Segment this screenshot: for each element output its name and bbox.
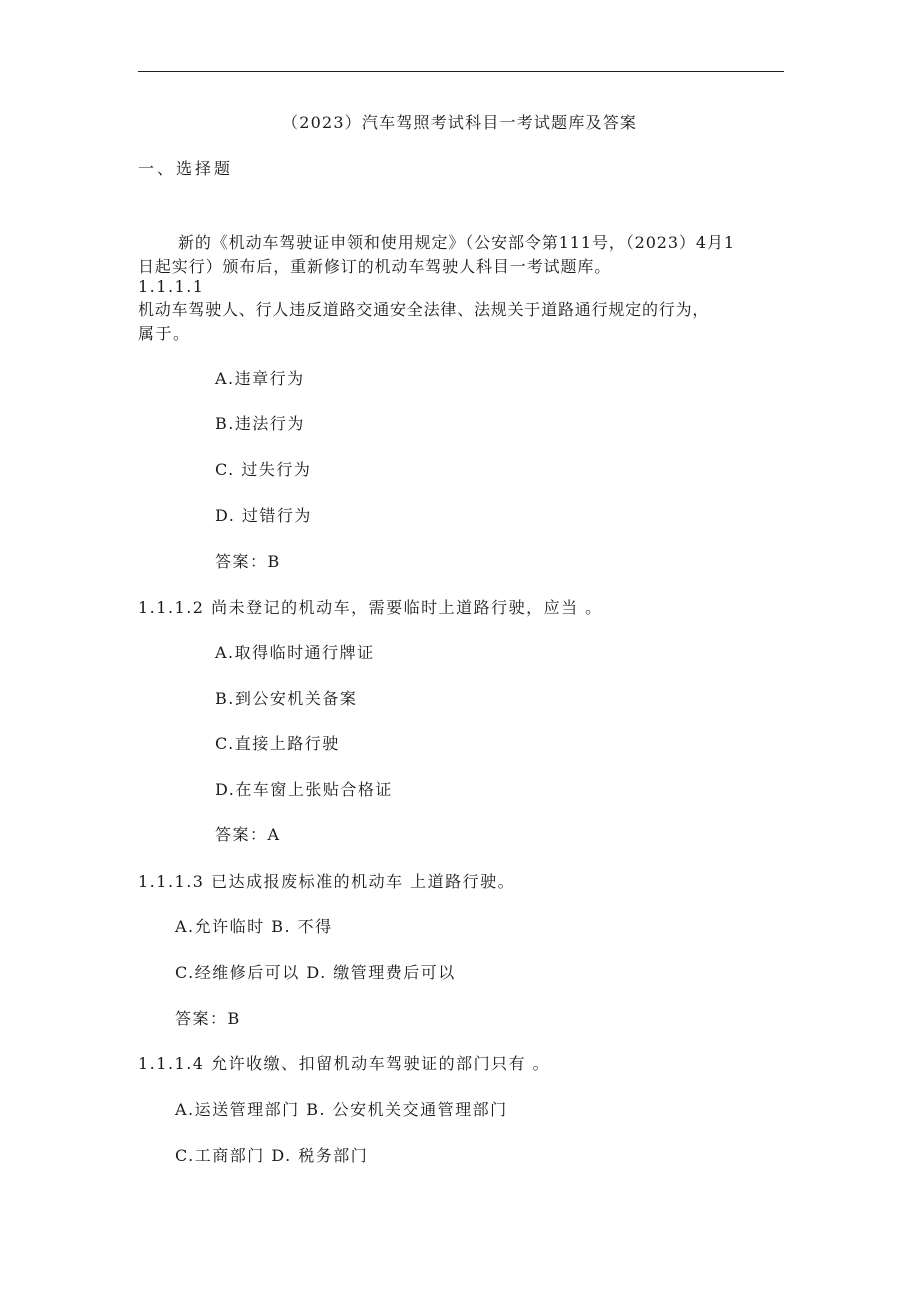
question-3-options-line-1: A.允许临时 B. 不得 xyxy=(175,917,333,936)
question-4-options-line-2: C.工商部门 D. 税务部门 xyxy=(175,1146,369,1165)
question-3-answer: 答案：B xyxy=(175,1009,241,1028)
header-rule xyxy=(138,71,784,72)
question-2-stem: 1.1.1.2 尚未登记的机动车，需要临时上道路行驶，应当 。 xyxy=(138,598,603,617)
intro-paragraph-line-1: 新的《机动车驾驶证申领和使用规定》（公安部令第111号，（2023）4月1 xyxy=(178,233,735,252)
question-1-number: 1.1.1.1 xyxy=(138,277,205,296)
question-2-option-b: B.到公安机关备案 xyxy=(215,689,358,708)
question-1-stem-line-2: 属于。 xyxy=(138,324,191,343)
question-1-option-c: C. 过失行为 xyxy=(215,460,312,479)
question-4-options-line-1: A.运送管理部门 B. 公安机关交通管理部门 xyxy=(175,1100,508,1119)
question-1-option-b: B.违法行为 xyxy=(215,414,305,433)
question-1-answer: 答案：B xyxy=(215,552,281,571)
document-title: （2023）汽车驾照考试科目一考试题库及答案 xyxy=(282,113,638,132)
question-2-answer: 答案：A xyxy=(215,825,281,844)
intro-paragraph-line-2: 日起实行）颁布后，重新修订的机动车驾驶人科目一考试题库。 xyxy=(138,257,612,276)
question-3-stem: 1.1.1.3 已达成报废标准的机动车 上道路行驶。 xyxy=(138,872,516,891)
question-4-stem: 1.1.1.4 允许收缴、扣留机动车驾驶证的部门只有 。 xyxy=(138,1054,551,1073)
question-2-option-d: D.在车窗上张贴合格证 xyxy=(215,780,393,799)
question-2-option-c: C.直接上路行驶 xyxy=(215,734,340,753)
question-1-option-d: D. 过错行为 xyxy=(215,506,312,525)
question-2-option-a: A.取得临时通行牌证 xyxy=(215,643,375,662)
question-3-options-line-2: C.经维修后可以 D. 缴管理费后可以 xyxy=(175,963,456,982)
question-1-stem-line-1: 机动车驾驶人、行人违反道路交通安全法律、法规关于道路通行规定的行为， xyxy=(138,300,710,319)
question-1-option-a: A.违章行为 xyxy=(215,369,305,388)
section-heading: 一、选择题 xyxy=(138,159,234,178)
